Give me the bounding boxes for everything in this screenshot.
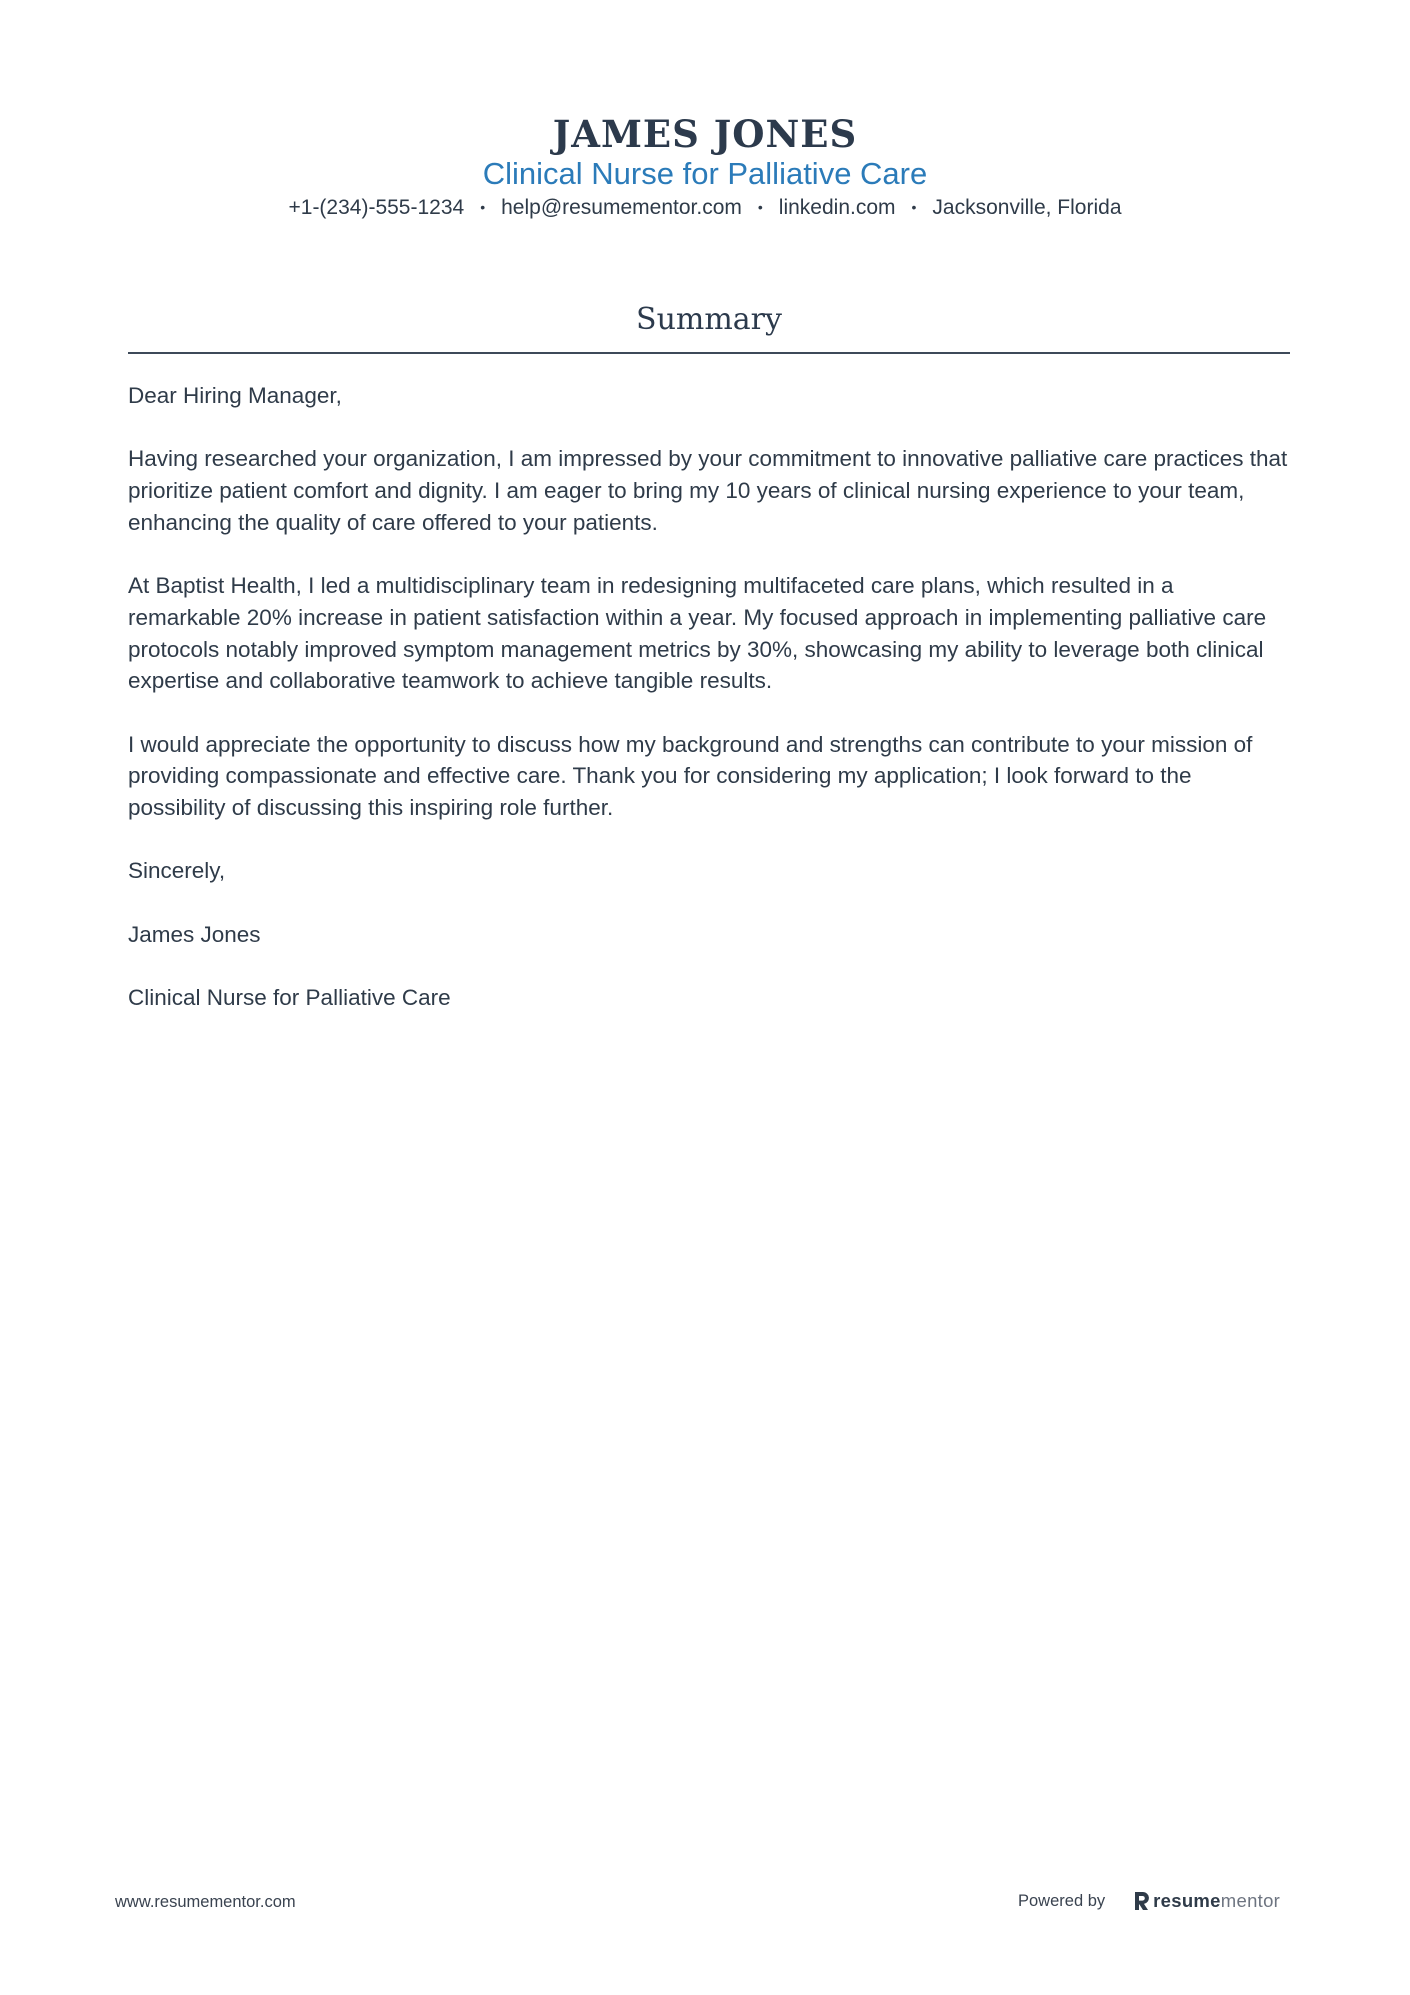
contact-email[interactable]: help@resumementor.com bbox=[501, 196, 742, 219]
bullet-separator: • bbox=[757, 199, 763, 215]
letter-greeting: Dear Hiring Manager, bbox=[128, 383, 342, 408]
powered-by-label: Powered by bbox=[1018, 1891, 1106, 1910]
letter-body bbox=[128, 380, 1290, 1046]
letter-paragraph: Having researched your organization, I am impressed by your commitment to innovative palliative care practices that prioritize patient comfort and dignity. I am eager to bring my 10 years of clinical nursing experience to your team, enhancing the quality of care offered to your patients. bbox=[128, 446, 1288, 535]
brand-name-light: mentor bbox=[1220, 1890, 1281, 1911]
resumementor-logo-icon bbox=[1133, 1891, 1150, 1911]
footer-branding[interactable] bbox=[1018, 1888, 1280, 1914]
letter-closing: Sincerely, bbox=[128, 858, 226, 884]
contact-line bbox=[0, 194, 1410, 221]
contact-location: Jacksonville, Florida bbox=[932, 196, 1122, 219]
candidate-name: JAMES JONES bbox=[552, 112, 858, 156]
candidate-role: Clinical Nurse for Palliative Care bbox=[482, 156, 928, 191]
letter-paragraph: I would appreciate the opportunity to discuss how my background and strengths can contribute to your mission of providing compassionate and effective care. Thank you for considering my application; I look forward to the possibility of discussing this inspiring role further. bbox=[128, 731, 1253, 821]
signature-name: James Jones bbox=[128, 921, 261, 947]
bullet-separator: • bbox=[911, 199, 917, 215]
brand-name-bold: resume bbox=[1153, 1890, 1221, 1911]
section-title: Summary bbox=[636, 302, 782, 337]
resume-header bbox=[0, 112, 1410, 221]
contact-linkedin[interactable]: linkedin.com bbox=[778, 196, 896, 219]
bullet-separator: • bbox=[480, 199, 486, 215]
contact-phone: +1-(234)-555-1234 bbox=[288, 196, 465, 219]
section-divider bbox=[128, 352, 1290, 354]
brand-logo[interactable] bbox=[1133, 1890, 1280, 1912]
signature-title: Clinical Nurse for Palliative Care bbox=[128, 985, 451, 1011]
letter-paragraph: At Baptist Health, I led a multidisciplinary team in redesigning multifaceted care plans, which resulted in a remarkable 20% increase in patient satisfaction within a year. My focused approach in implementing palliative care protocols notably improved symptom management metrics by 30%, showcasing my ability to leverage both clinical expertise and collaborative teamwork to achieve tangible results. bbox=[128, 573, 1267, 694]
footer-website[interactable]: www.resumementor.com bbox=[115, 1893, 296, 1911]
